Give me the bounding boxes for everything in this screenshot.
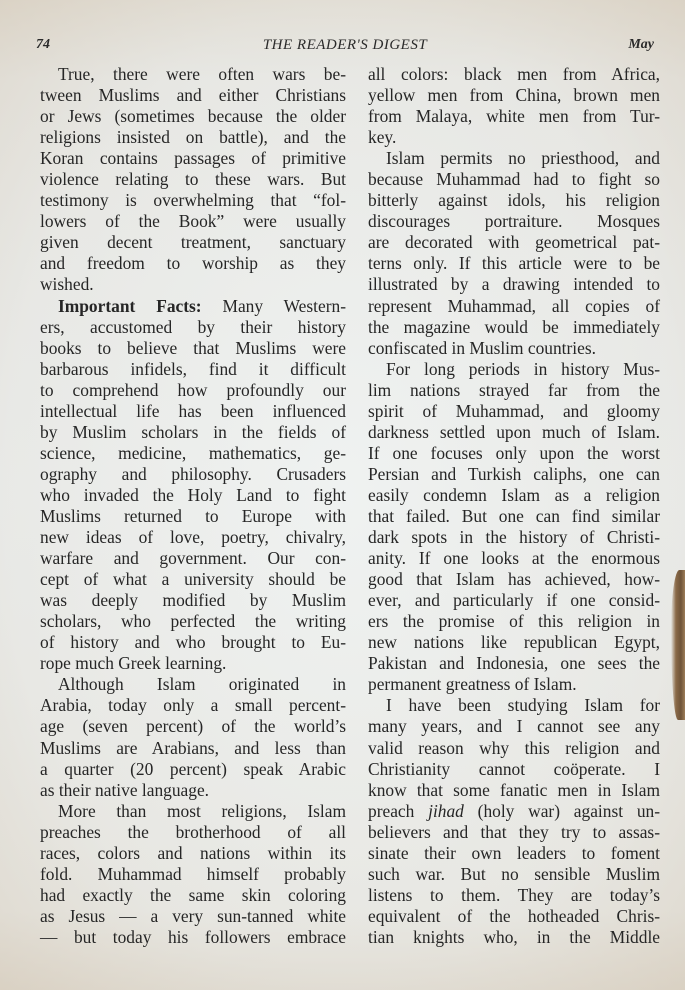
- text-fragment: I have been studying Islam for: [386, 695, 660, 716]
- text-fragment: yellow men from China, brown men: [368, 85, 660, 106]
- text-line: [40, 590, 346, 611]
- text-line: [40, 64, 346, 85]
- text-fragment: many years, and I cannot see any: [368, 716, 660, 737]
- text-fragment: wished.: [40, 274, 94, 295]
- text-fragment: valid reason why this religion and: [368, 737, 660, 758]
- text-line: [368, 780, 660, 801]
- text-line: [40, 253, 346, 274]
- text-line: [40, 317, 346, 338]
- text-line: [40, 169, 346, 190]
- text-line: [40, 464, 346, 485]
- text-fragment: ography and philosophy. Crusaders: [40, 463, 346, 484]
- text-fragment: preach: [368, 800, 429, 821]
- text-line: [40, 864, 346, 885]
- text-line: [40, 485, 346, 506]
- text-line: [40, 338, 346, 359]
- text-fragment: Pakistan and Indonesia, one sees the: [368, 653, 660, 674]
- text-fragment: know that some fanatic men in Islam: [368, 779, 660, 800]
- text-line: [368, 190, 660, 211]
- text-line: [40, 401, 346, 422]
- text-fragment: illustrated by a drawing intended to: [368, 274, 660, 295]
- text-fragment: spirit of Muhammad, and gloomy: [368, 400, 660, 421]
- section-lead-in: Important Facts:: [58, 295, 202, 316]
- text-fragment: darkness settled upon much of Islam.: [368, 421, 660, 442]
- text-fragment: tween Muslims and either Christians: [40, 85, 346, 106]
- text-line: [368, 653, 660, 674]
- text-fragment: cept of what a university should be: [40, 569, 346, 590]
- text-fragment: bitterly against idols, his religion: [368, 190, 660, 211]
- text-fragment: new ideas of love, poetry, chivalry,: [40, 527, 346, 548]
- text-line: [40, 927, 346, 948]
- page-number: 74: [36, 37, 50, 52]
- text-fragment: and freedom to worship as they: [40, 253, 346, 274]
- text-line: [368, 274, 660, 295]
- text-line: [40, 611, 346, 632]
- text-fragment: (holy war) against un-: [463, 800, 661, 821]
- text-fragment: discourages portraiture. Mosques: [368, 211, 660, 232]
- text-fragment: new nations like republican Egypt,: [368, 632, 660, 653]
- text-fragment: listens to them. They are today’s: [368, 884, 660, 905]
- text-fragment: Although Islam originated in: [58, 674, 346, 695]
- text-fragment: ever, and particularly if one consid-: [368, 590, 660, 611]
- text-line: [368, 443, 660, 464]
- text-fragment: as their native language.: [40, 779, 210, 800]
- issue-month: May: [628, 37, 654, 52]
- text-fragment: represent Muhammad, all copies of: [368, 295, 660, 316]
- text-fragment: For long periods in history Mus-: [386, 358, 660, 379]
- text-line: [40, 653, 346, 674]
- text-line: [368, 127, 660, 148]
- text-line: [368, 422, 660, 443]
- text-fragment: key.: [368, 127, 397, 148]
- text-line: [40, 422, 346, 443]
- text-fragment: that failed. But one can find similar: [368, 505, 660, 526]
- text-line: [368, 380, 660, 401]
- text-fragment: Arabia, today only a small percent-: [40, 695, 346, 716]
- text-fragment: who invaded the Holy Land to fight: [40, 484, 346, 505]
- text-fragment: terns only. If this article were to be: [368, 253, 660, 274]
- text-fragment: Muslims are Arabians, and less than: [40, 737, 346, 758]
- text-fragment: or Jews (sometimes because the older: [40, 106, 346, 127]
- text-fragment: science, medicine, mathematics, ge-: [40, 442, 346, 463]
- text-fragment: Many Western-: [201, 295, 346, 316]
- text-line: [368, 338, 660, 359]
- text-line: [368, 611, 660, 632]
- text-fragment: lowers of the Book” were usually: [40, 211, 346, 232]
- text-line: [40, 296, 346, 317]
- text-line: [368, 527, 660, 548]
- text-fragment: Christianity cannot coöperate. I: [368, 758, 660, 779]
- text-line: [368, 548, 660, 569]
- text-line: [368, 801, 660, 822]
- text-line: [40, 443, 346, 464]
- right-column: [368, 64, 660, 948]
- text-line: [368, 506, 660, 527]
- text-fragment: races, colors and nations within its: [40, 842, 346, 863]
- text-fragment: good that Islam has achieved, how-: [368, 569, 660, 590]
- text-line: [40, 885, 346, 906]
- text-fragment: violence relating to these wars. But: [40, 169, 346, 190]
- italic-term: jihad: [428, 800, 464, 821]
- left-column: [40, 64, 346, 948]
- text-fragment: easily condemn Islam as a religion: [368, 484, 660, 505]
- text-line: [40, 380, 346, 401]
- text-line: [368, 674, 660, 695]
- text-line: [368, 843, 660, 864]
- text-line: [40, 843, 346, 864]
- text-line: [40, 548, 346, 569]
- text-fragment: True, there were often wars be-: [58, 64, 346, 84]
- text-fragment: — but today his followers embrace: [40, 926, 346, 947]
- text-fragment: Muslims returned to Europe with: [40, 505, 346, 526]
- text-line: [40, 695, 346, 716]
- text-line: [368, 759, 660, 780]
- text-line: [368, 590, 660, 611]
- text-line: [40, 906, 346, 927]
- publication-title: THE READER'S DIGEST: [262, 37, 428, 53]
- text-line: [40, 716, 346, 737]
- text-line: [368, 232, 660, 253]
- text-line: [368, 169, 660, 190]
- text-fragment: given decent treatment, sanctuary: [40, 232, 346, 253]
- text-line: [368, 401, 660, 422]
- text-fragment: rope much Greek learning.: [40, 653, 227, 674]
- text-line: [40, 211, 346, 232]
- text-line: [368, 864, 660, 885]
- text-line: [368, 106, 660, 127]
- text-line: [40, 527, 346, 548]
- text-line: [40, 738, 346, 759]
- text-fragment: barbarous infidels, find it difficult: [40, 358, 346, 379]
- text-line: [40, 506, 346, 527]
- text-fragment: of history and who brought to Eu-: [40, 632, 346, 653]
- text-line: [40, 127, 346, 148]
- text-line: [368, 148, 660, 169]
- text-fragment: equivalent of the hotheaded Chris-: [368, 905, 660, 926]
- text-fragment: books to believe that Muslims were: [40, 337, 346, 358]
- text-line: [40, 780, 346, 801]
- text-line: [40, 232, 346, 253]
- text-fragment: because Muhammad had to fight so: [368, 169, 660, 190]
- text-fragment: such war. But no sensible Muslim: [368, 863, 660, 884]
- text-fragment: to comprehend how profoundly our: [40, 379, 346, 400]
- text-line: [368, 64, 660, 85]
- text-line: [368, 211, 660, 232]
- text-fragment: If one focuses only upon the worst: [368, 442, 660, 463]
- text-fragment: believers and that they try to assas-: [368, 821, 660, 842]
- text-line: [40, 359, 346, 380]
- text-fragment: dark spots in the history of Christi-: [368, 527, 660, 548]
- text-fragment: warfare and government. Our con-: [40, 548, 346, 569]
- text-fragment: confiscated in Muslim countries.: [368, 337, 596, 358]
- text-line: [368, 485, 660, 506]
- text-fragment: Koran contains passages of primitive: [40, 148, 346, 169]
- text-fragment: a quarter (20 percent) speak Arabic: [40, 758, 346, 779]
- text-line: [368, 632, 660, 653]
- text-fragment: sinate their own leaders to foment: [368, 842, 660, 863]
- text-fragment: anity. If one looks at the enormous: [368, 548, 660, 569]
- text-fragment: by Muslim scholars in the fields of: [40, 421, 346, 442]
- text-line: [368, 822, 660, 843]
- text-line: [40, 274, 346, 295]
- text-line: [40, 759, 346, 780]
- text-fragment: age (seven percent) of the world’s: [40, 716, 346, 737]
- text-line: [368, 738, 660, 759]
- text-fragment: fold. Muhammad himself probably: [40, 863, 346, 884]
- text-line: [368, 695, 660, 716]
- text-line: [368, 885, 660, 906]
- text-fragment: tian knights who, in the Middle: [368, 926, 660, 947]
- text-line: [40, 822, 346, 843]
- text-fragment: Islam permits no priesthood, and: [386, 148, 660, 169]
- text-fragment: was deeply modified by Muslim: [40, 590, 346, 611]
- text-line: [40, 569, 346, 590]
- text-fragment: the magazine would be immediately: [368, 316, 660, 337]
- torn-page-edge: [671, 570, 685, 720]
- text-line: [40, 632, 346, 653]
- text-fragment: testimony is overwhelming that “fol-: [40, 190, 346, 211]
- text-line: [368, 927, 660, 948]
- text-fragment: More than most religions, Islam: [58, 800, 346, 821]
- text-line: [368, 253, 660, 274]
- text-fragment: as Jesus — a very sun-tanned white: [40, 905, 346, 926]
- text-line: [368, 359, 660, 380]
- text-fragment: Persian and Turkish caliphs, one can: [368, 463, 660, 484]
- text-line: [368, 317, 660, 338]
- text-fragment: all colors: black men from Africa,: [368, 64, 660, 84]
- text-fragment: religions insisted on battle), and the: [40, 127, 346, 148]
- text-line: [40, 106, 346, 127]
- text-fragment: had exactly the same skin coloring: [40, 884, 346, 905]
- text-line: [368, 569, 660, 590]
- text-line: [40, 674, 346, 695]
- text-line: [368, 296, 660, 317]
- text-fragment: lim nations strayed far from the: [368, 379, 660, 400]
- text-line: [368, 716, 660, 737]
- text-fragment: permanent greatness of Islam.: [368, 674, 577, 695]
- text-fragment: ers, accustomed by their history: [40, 316, 346, 337]
- running-head: [36, 37, 654, 57]
- text-line: [368, 464, 660, 485]
- text-fragment: intellectual life has been influenced: [40, 400, 346, 421]
- text-line: [40, 190, 346, 211]
- text-line: [368, 906, 660, 927]
- text-line: [40, 85, 346, 106]
- text-fragment: ers the promise of this religion in: [368, 611, 660, 632]
- text-line: [40, 148, 346, 169]
- text-fragment: are decorated with geometrical pat-: [368, 232, 660, 253]
- text-line: [40, 801, 346, 822]
- text-fragment: from Malaya, white men from Tur-: [368, 106, 660, 127]
- text-fragment: preaches the brotherhood of all: [40, 821, 346, 842]
- text-fragment: scholars, who perfected the writing: [40, 611, 346, 632]
- text-line: [368, 85, 660, 106]
